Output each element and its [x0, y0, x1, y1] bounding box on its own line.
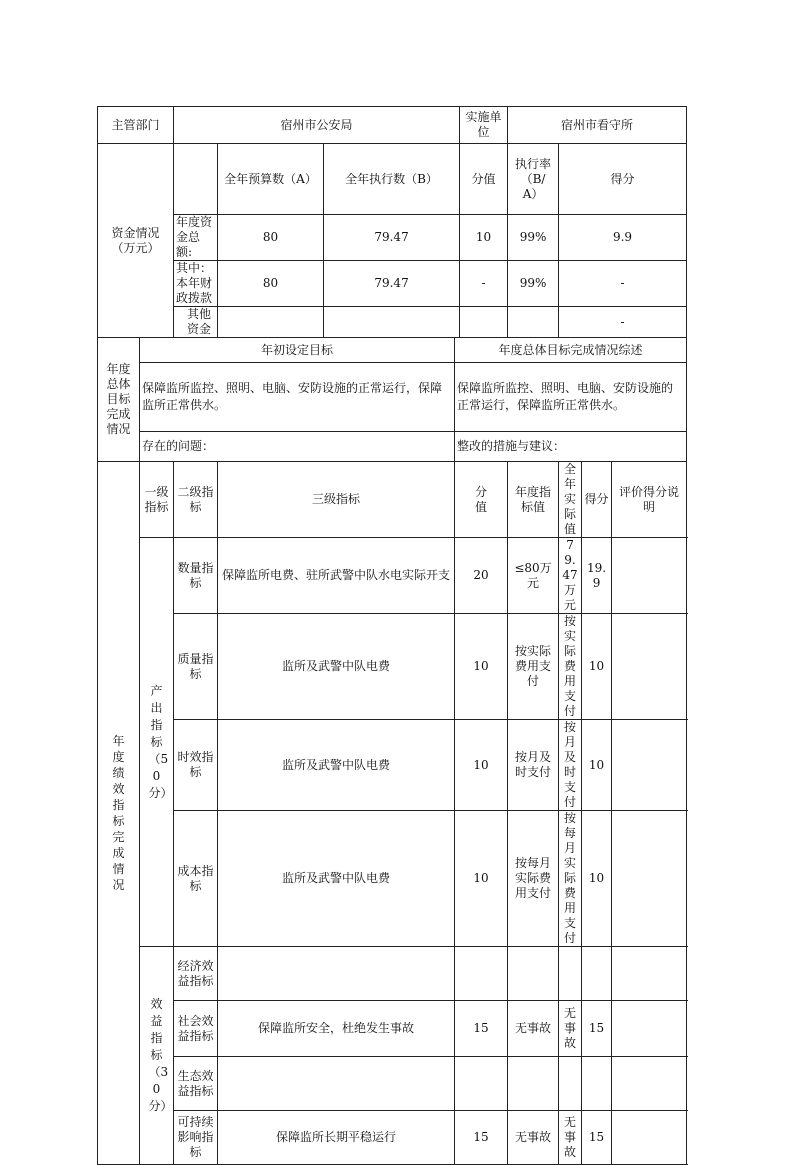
- perf-comment: [612, 538, 687, 614]
- funds-row-rate: [508, 307, 559, 338]
- perf-row: [98, 947, 687, 1001]
- funds-section-label: [98, 144, 174, 338]
- perf-actual: 无事故: [559, 1111, 582, 1165]
- perf-level3: 保障监所长期平稳运行: [218, 1111, 455, 1165]
- perf-target: [508, 947, 559, 1001]
- perf-level3: 保障监所安全，杜绝发生事故: [218, 1001, 455, 1057]
- perf-weight: [455, 1057, 508, 1111]
- perf-comment: [612, 1001, 687, 1057]
- goals-initial-text: 保障监所监控、照明、电脑、安防设施的正常运行，保障监所正常供水。: [140, 363, 455, 432]
- perf-score: [582, 947, 612, 1001]
- dept-label: 主管部门: [98, 107, 174, 144]
- perf-target: 按月及时支付: [508, 720, 559, 811]
- perf-weight: 15: [455, 1111, 508, 1165]
- perf-comment: [612, 811, 687, 947]
- funds-row-score: 9.9: [559, 215, 687, 261]
- funds-row-budget: 80: [218, 215, 324, 261]
- perf-level3: [218, 1057, 455, 1111]
- perf-weight: 15: [455, 1001, 508, 1057]
- group-benefit: [140, 947, 174, 1165]
- col-score: 得分: [559, 144, 687, 215]
- hdr-weight: [455, 462, 508, 538]
- goals-section-text: 年度总体目标完成情况: [106, 362, 131, 436]
- perf-row: [98, 538, 687, 614]
- funds-row: [98, 261, 687, 307]
- perf-actual: 按实际费用支付: [559, 614, 582, 720]
- col-initial: 年初设定目标: [140, 338, 455, 363]
- funds-row-label: 年度资金总额:: [174, 215, 218, 261]
- header-row: [98, 107, 687, 144]
- hdr-level1: 一级指标: [140, 462, 174, 538]
- col-executed: 全年执行数（B）: [324, 144, 460, 215]
- perf-weight: 10: [455, 720, 508, 811]
- hdr-target: 年度指标值: [508, 462, 559, 538]
- perf-level3: [218, 947, 455, 1001]
- perf-comment: [612, 720, 687, 811]
- perf-level3: 保障监所电费、驻所武警中队水电实际开支: [218, 538, 455, 614]
- perf-weight: 20: [455, 538, 508, 614]
- perf-weight: 10: [455, 614, 508, 720]
- perf-row: [98, 811, 687, 947]
- perf-actual: 按月及时支付: [559, 720, 582, 811]
- funds-row-label: 其他资金: [174, 307, 218, 338]
- perf-level3: 监所及武警中队电费: [218, 720, 455, 811]
- perf-actual: 按每月实际费用支付: [559, 811, 582, 947]
- perf-score: 15: [582, 1111, 612, 1165]
- funds-row-budget: [218, 307, 324, 338]
- perf-level3: 监所及武警中队电费: [218, 614, 455, 720]
- perf-header-row: [98, 462, 687, 538]
- perf-level2: 数量指标: [174, 538, 218, 614]
- perf-target: ≤80万元: [508, 538, 559, 614]
- perf-target: 按实际费用支付: [508, 614, 559, 720]
- perf-level2: 时效指标: [174, 720, 218, 811]
- group-output: [140, 538, 174, 947]
- problems-label: 存在的问题：: [140, 432, 455, 462]
- perf-score: [582, 1057, 612, 1111]
- perf-level2: 生态效益指标: [174, 1057, 218, 1111]
- unit-label: 实施单位: [460, 107, 508, 144]
- dept-value: 宿州市公安局: [174, 107, 460, 144]
- funds-row-rate: 99%: [508, 215, 559, 261]
- funds-row: [98, 215, 687, 261]
- col-rate: [508, 144, 559, 215]
- funds-row-weight: 10: [460, 215, 508, 261]
- perf-comment: [612, 1057, 687, 1111]
- perf-actual: 无事故: [559, 1001, 582, 1057]
- hdr-comment: 评价得分说明: [612, 462, 687, 538]
- col-summary: 年度总体目标完成情况综述: [455, 338, 687, 363]
- col-budget: 全年预算数（A）: [218, 144, 324, 215]
- funds-row-weight: [460, 307, 508, 338]
- hdr-actual: 全年实际值: [559, 462, 582, 538]
- perf-weight: [455, 947, 508, 1001]
- goals-section-label: [98, 338, 140, 462]
- perf-target: 按每月实际费用支付: [508, 811, 559, 947]
- performance-table: [97, 106, 687, 1165]
- perf-score: 10: [582, 614, 612, 720]
- perf-row: [98, 614, 687, 720]
- unit-value: 宿州市看守所: [508, 107, 687, 144]
- perf-level3: 监所及武警中队电费: [218, 811, 455, 947]
- goals-summary-text: 保障监所监控、照明、电脑、安防设施的正常运行，保障监所正常供水。: [455, 363, 687, 432]
- perf-row: [98, 1001, 687, 1057]
- funds-section-text: 资金情况（万元）: [111, 225, 160, 255]
- perf-row: [98, 1057, 687, 1111]
- perf-row: [98, 1111, 687, 1165]
- funds-row-rate: 99%: [508, 261, 559, 307]
- funds-row: [98, 307, 687, 338]
- perf-score: 19.9: [582, 538, 612, 614]
- perf-level2: 质量指标: [174, 614, 218, 720]
- funds-row-executed: 79.47: [324, 261, 460, 307]
- funds-row-label: 其中：本年财政拨款: [174, 261, 218, 307]
- perf-score: 10: [582, 720, 612, 811]
- perf-comment: [612, 947, 687, 1001]
- perf-score: 10: [582, 811, 612, 947]
- funds-row-score: -: [559, 261, 687, 307]
- hdr-level2: 二级指标: [174, 462, 218, 538]
- perf-score: 15: [582, 1001, 612, 1057]
- perf-weight: 10: [455, 811, 508, 947]
- group-output-text: 产出指标（50分）: [148, 683, 173, 800]
- perf-level2: 经济效益指标: [174, 947, 218, 1001]
- goals-problems-row: [98, 432, 687, 462]
- group-benefit-text: 效益指标（30分）: [148, 997, 173, 1113]
- funds-row-budget: 80: [218, 261, 324, 307]
- perf-actual: [559, 1057, 582, 1111]
- perf-actual: [559, 947, 582, 1001]
- perf-comment: [612, 614, 687, 720]
- perf-row: [98, 720, 687, 811]
- goals-text-row: [98, 363, 687, 432]
- funds-header-row: [98, 144, 687, 215]
- hdr-score: 得分: [582, 462, 612, 538]
- measures-label: 整改的措施与建议：: [455, 432, 687, 462]
- goals-header-row: [98, 338, 687, 363]
- hdr-level3: 三级指标: [218, 462, 455, 538]
- perf-section-label: [98, 462, 140, 1165]
- perf-target: [508, 1057, 559, 1111]
- funds-row-executed: [324, 307, 460, 338]
- hdr-weight-text: 分值: [475, 484, 488, 514]
- perf-level2: 成本指标: [174, 811, 218, 947]
- perf-section-text: 年度绩效指标完成情况: [112, 734, 125, 892]
- perf-target: 无事故: [508, 1111, 559, 1165]
- perf-level2: 社会效益指标: [174, 1001, 218, 1057]
- perf-comment: [612, 1111, 687, 1165]
- col-rate-text: 执行率（B/A）: [515, 156, 552, 201]
- funds-row-weight: -: [460, 261, 508, 307]
- funds-row-executed: 79.47: [324, 215, 460, 261]
- funds-row-score: -: [559, 307, 687, 338]
- col-score-weight: 分值: [460, 144, 508, 215]
- perf-actual: 79.47万元: [559, 538, 582, 614]
- perf-target: 无事故: [508, 1001, 559, 1057]
- perf-level2: 可持续影响指标: [174, 1111, 218, 1165]
